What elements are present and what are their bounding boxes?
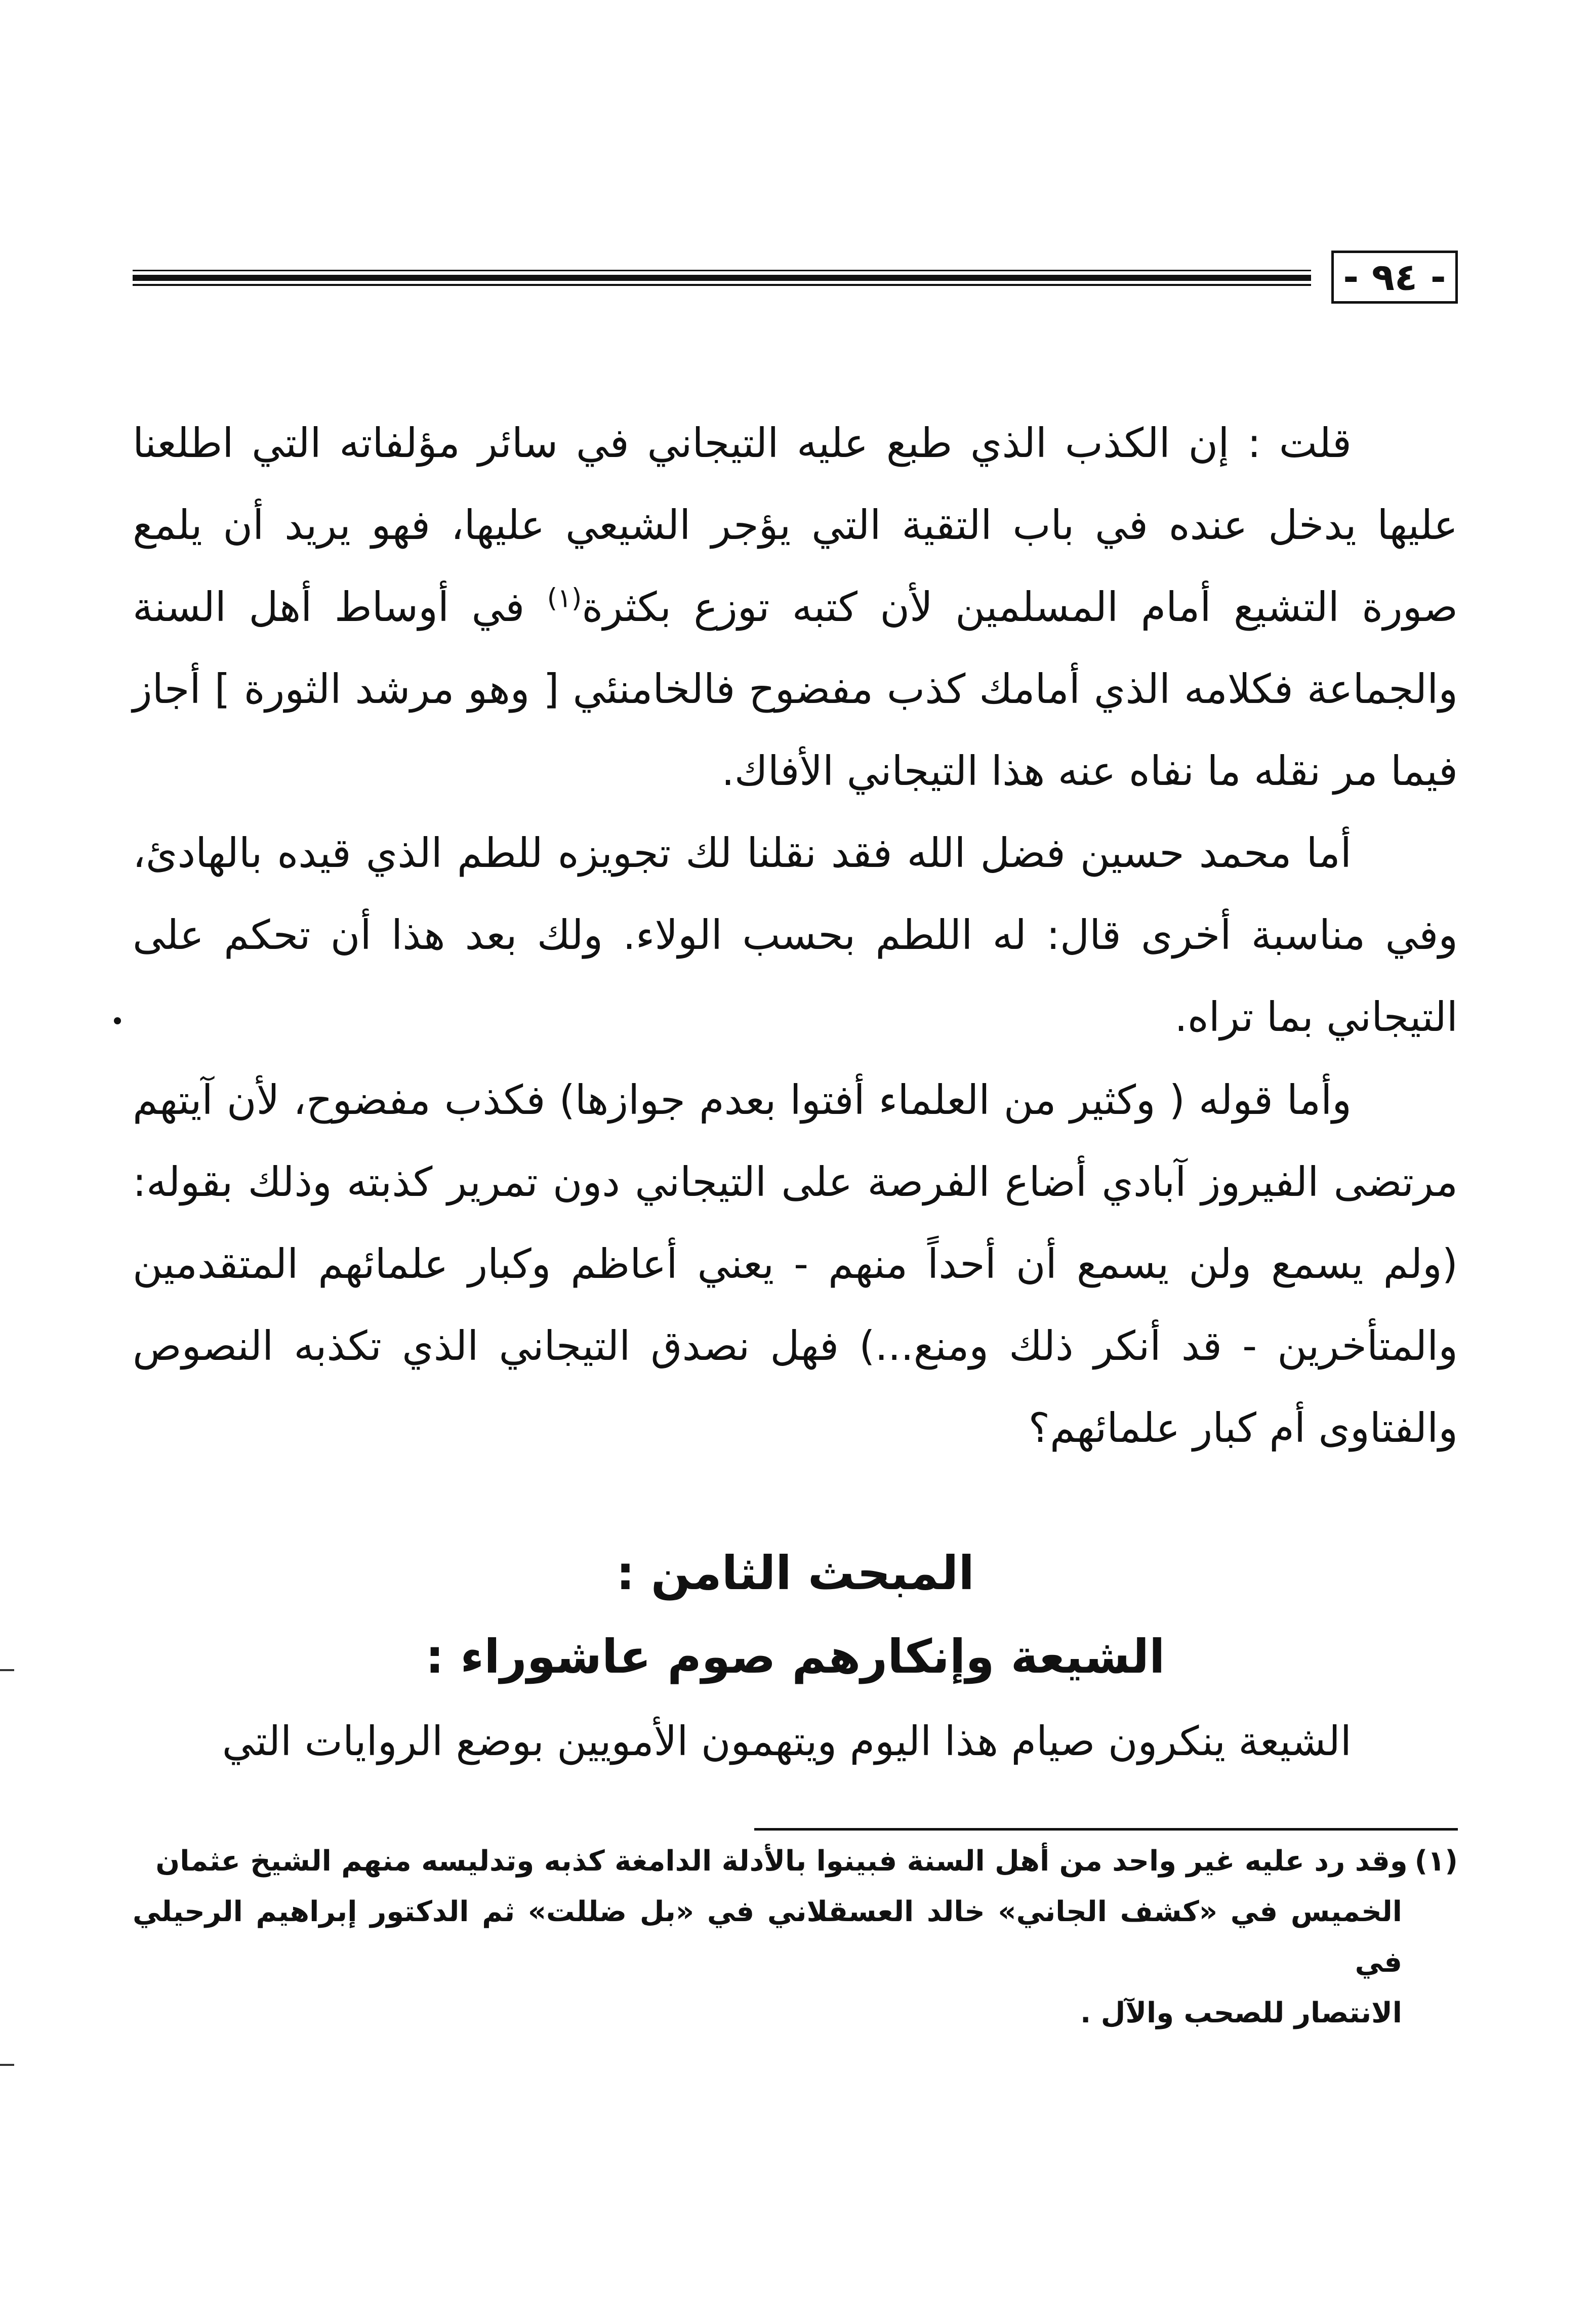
paragraph-1 — [133, 402, 1458, 812]
footnote-separator — [754, 1828, 1458, 1831]
footnote-reference[interactable]: (١) — [547, 583, 582, 614]
footnote-number: (١) — [1414, 1845, 1458, 1878]
footnote — [133, 1836, 1458, 2039]
paragraph-2 — [133, 812, 1458, 1058]
paragraph-2-text: أما محمد حسين فضل الله فقد نقلنا لك تجويزه للطم الذي قيده بالهادئ، وفي مناسبة أخرى قال: له اللطم بحسب الولاء. ولك بعد هذا أن تحكم على التيجاني بما تراه. — [133, 829, 1458, 1041]
section-heading: المبحث الثامن : — [616, 1546, 974, 1600]
header-rule-top — [133, 270, 1311, 271]
paragraph-3 — [133, 1059, 1458, 1469]
margin-tick — [0, 1669, 14, 1671]
footnote-line-2: الخميس في «كشف الجاني» خالد العسقلاني في «بل ضللت» ثم الدكتور إبراهيم الرحيلي في — [133, 1895, 1402, 1979]
page-number: - ٩٤ - — [1331, 251, 1458, 304]
margin-tick — [0, 2064, 14, 2066]
footnote-line-1: وقد رد عليه غير واحد من أهل السنة فبينوا بالأدلة الدامغة كذبه وتدليسه منهم الشيخ عثمان — [155, 1845, 1408, 1878]
page-header — [133, 251, 1458, 306]
section-subheading: الشيعة وإنكارهم صوم عاشوراء : — [425, 1630, 1165, 1684]
paragraph-1-text-continued: في أوساط أهل السنة والجماعة فكلامه الذي أمامك كذب مفضوح فالخامنئي [ وهو مرشد الثورة ] أجاز فيما مر نقله ما نفاه عنه هذا التيجاني الأفاك. — [133, 584, 1458, 795]
paragraph-4 — [133, 1700, 1458, 1782]
header-rule — [133, 275, 1311, 281]
paragraph-4-text: الشيعة ينكرون صيام هذا اليوم ويتهمون الأمويين بوضع الروايات التي — [222, 1718, 1352, 1765]
margin-dot — [114, 1017, 121, 1024]
footnote-line-3: الانتصار للصحب والآل . — [1080, 1997, 1402, 2029]
paragraph-1-text: قلت : إن الكذب الذي طبع عليه التيجاني في سائر مؤلفاته التي اطلعنا عليها يدخل عنده في باب التقية التي يؤجر الشيعي عليها، فهو يريد أن يلمع صورة التشيع أمام المسلمين لأن كتبه توزع بكثرة — [133, 420, 1458, 631]
paragraph-3-text: وأما قوله ( وكثير من العلماء أفتوا بعدم جوازها) فكذب مفضوح، لأن آيتهم مرتضى الفيروز آبادي أضاع الفرصة على التيجاني دون تمرير كذبته وذلك بقوله: (ولم يسمع ولن يسمع أن أحداً منهم - يعني أعاظم وكبار علمائهم المتقدمين والمتأخرين - قد أنكر ذلك ومنع...) فهل نصدق التيجاني الذي تكذبه النصوص والفتاوى أم كبار علمائهم؟ — [133, 1076, 1458, 1451]
header-rule-bottom — [133, 284, 1311, 286]
